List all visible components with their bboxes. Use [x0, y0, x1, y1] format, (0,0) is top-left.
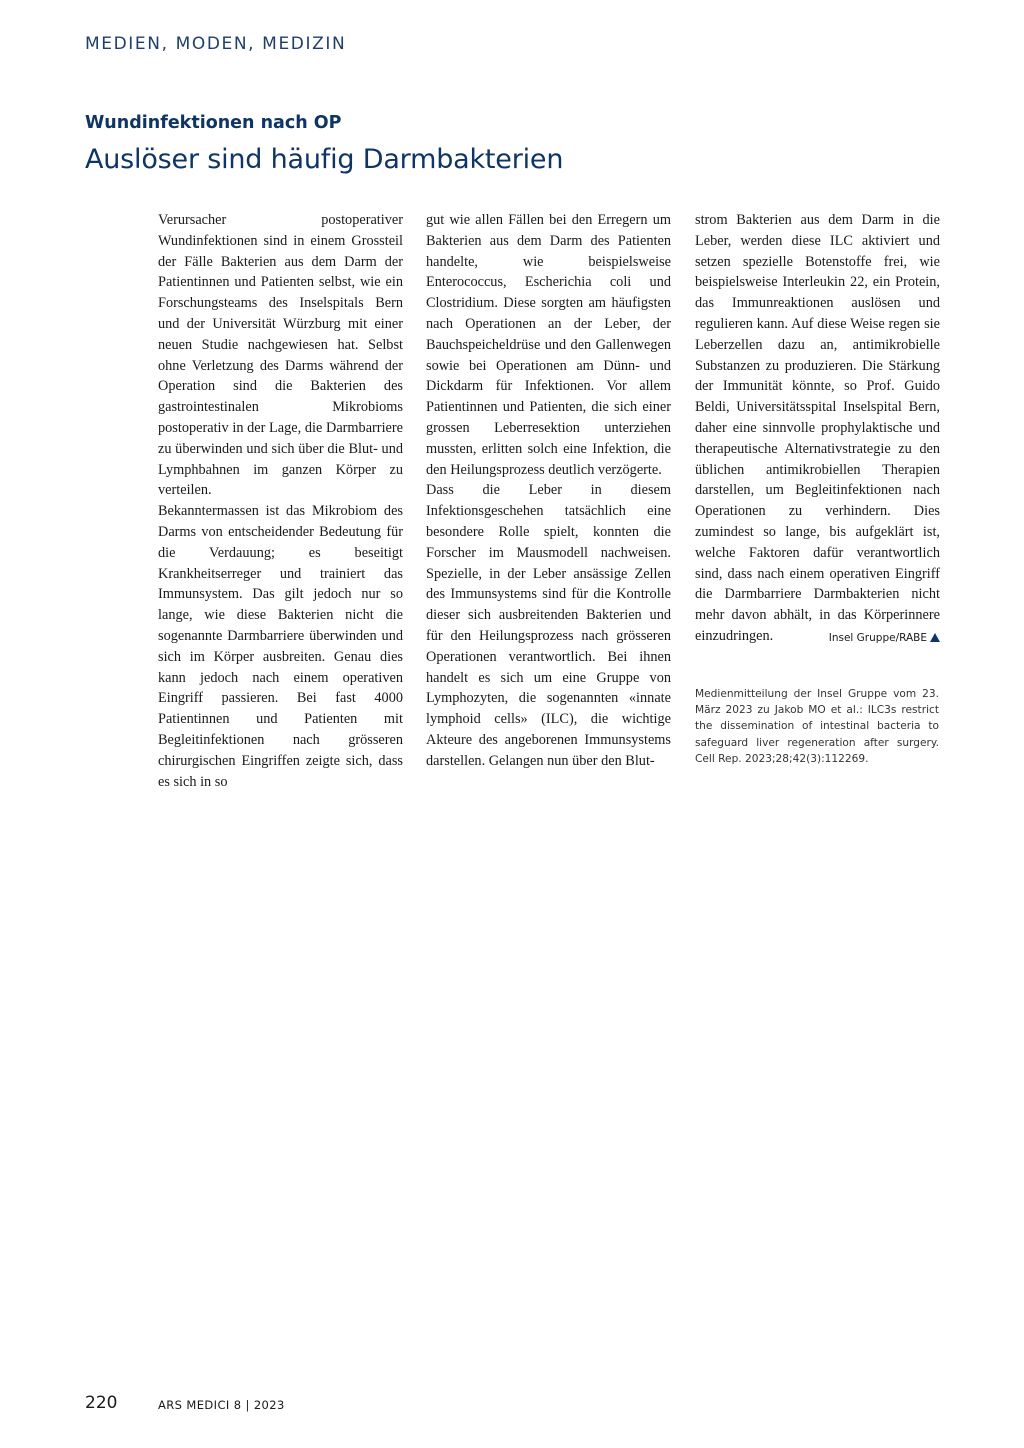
article-column-1	[158, 210, 403, 792]
article-column-3	[695, 210, 940, 649]
paragraph-text: strom Bakterien aus dem Darm in die Leber, werden diese ILC aktiviert und setzen spezielle Botenstoffe frei, wie beispielsweise Interleukin 22, ein Protein, das Immunreaktionen auslösen und regulieren kann. Auf diese Weise regen sie Leberzellen dazu an, antimikrobielle Substanzen zu produzieren. Die Stärkung der Immunität könnte, so Prof. Guido Beldi, Universitätsspital Inselspital Bern, daher eine sinnvolle prophylaktische und therapeutische Alternativstrategie zu den üblichen antimikrobiellen Therapien darstellen, um Begleitinfektionen nach Operationen zu verhindern. Dies zumindest so lange, bis aufgeklärt ist, welche Faktoren dafür verantwortlich sind, dass nach einem operativen Eingriff die Darmbarriere Darmbakterien nicht mehr davon abhält, in das Körperinnere einzudringen.	[695, 212, 940, 644]
author-name: Insel Gruppe/RABE	[828, 631, 927, 644]
paragraph: gut wie allen Fällen bei den Erregern um Bakterien aus dem Darm des Patienten handelte, wie beispielsweise Enterococcus, Escherichia coli und Clostridium. Diese sorgten am häufigsten nach Operationen an der Leber, der Bauchspeicheldrüse und den Gallenwegen sowie bei Operationen am Dünn- und Dickdarm für Infektionen. Vor allem Patientinnen und Patienten, die sich einer grossen Leberresektion unterziehen mussten, erlitten solch eine Infektion, die den Heilungsprozess deutlich verzögerte.	[426, 212, 671, 478]
article-kicker: Wundinfektionen nach OP	[85, 113, 342, 133]
triangle-end-marker-icon	[930, 633, 940, 642]
author-credit	[829, 628, 940, 649]
paragraph: Verursacher postoperativer Wundinfektionen sind in einem Grossteil der Fälle Bakterien aus dem Darm der Patientinnen und Patienten selbst, wie ein Forschungsteams des Inselspitals Bern und der Universität Würzburg mit einer neuen Studie nachgewiesen hat. Selbst ohne Verletzung des Darms während der Operation sind die Bakterien des gastrointestinalen Mikrobioms postoperativ in der Lage, die Darmbarriere zu überwinden und sich über die Blut- und Lymphbahnen im ganzen Körper zu verteilen.	[158, 212, 403, 499]
article-column-2	[426, 210, 671, 772]
reference-note: Medienmitteilung der Insel Gruppe vom 23. März 2023 zu Jakob MO et al.: ILC3s restrict the dissemination of intestinal bacteria to safeguard liver regeneration after surgery. Cell Rep. 2023;28;42(3):112269.	[695, 688, 939, 765]
article-title: Auslöser sind häufig Darmbakterien	[85, 144, 564, 175]
paragraph	[695, 210, 940, 647]
section-header: MEDIEN, MODEN, MEDIZIN	[85, 34, 347, 54]
journal-name: ARS MEDICI 8 | 2023	[158, 1398, 285, 1412]
paragraph: Dass die Leber in diesem Infektionsgeschehen tatsächlich eine besondere Rolle spielt, konnten die Forscher im Mausmodell nachweisen. Spezielle, in der Leber ansässige Zellen des Immunsystems sind für die Kontrolle dieser sich ausbreitenden Bakterien und für den Heilungsprozess nach grösseren Operationen verantwortlich. Bei ihnen handelt es sich um eine Gruppe von Lymphozyten, die sogenannten «innate lymphoid cells» (ILC), die wichtige Akteure des angeborenen Immunsystems darstellen. Gelangen nun über den Blut-	[426, 482, 671, 769]
paragraph: Bekanntermassen ist das Mikrobiom des Darms von entscheidender Bedeutung für die Verdauung; es beseitigt Krankheitserreger und trainiert das Immunsystem. Das gilt jedoch nur so lange, wie diese Bakterien nicht die sogenannte Darmbarriere überwinden und sich im Körper ausbreiten. Genau dies kann jedoch nach einem operativen Eingriff passieren. Bei fast 4000 Patientinnen und Patienten mit Begleitinfektionen nach grösseren chirurgischen Eingriffen zeigte sich, dass es sich in so	[158, 503, 403, 790]
page-number: 220	[85, 1393, 118, 1413]
